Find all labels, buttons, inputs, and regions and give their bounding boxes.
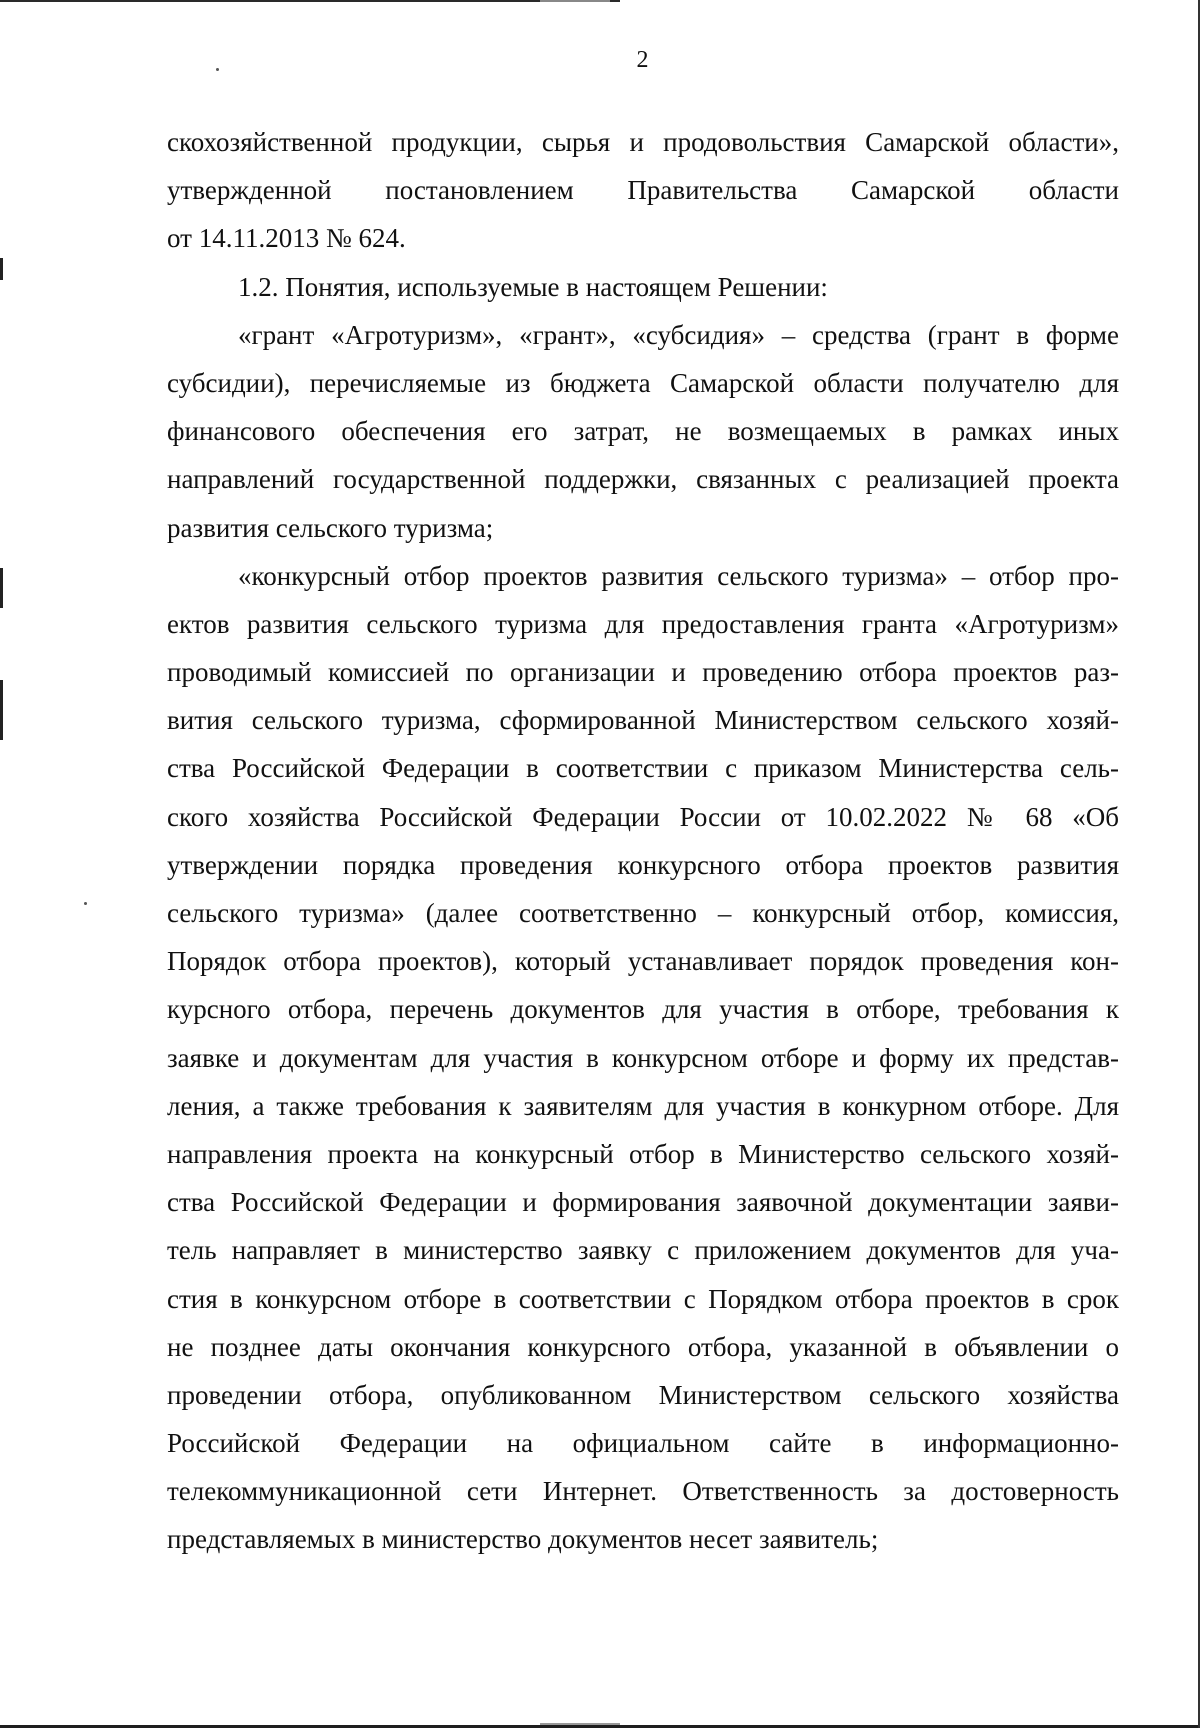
scan-edge-left-mark: [0, 568, 3, 608]
text-line: направления проекта на конкурсный отбор в Министерство сельского хозяй-: [167, 1138, 1119, 1169]
text-line: Российской Федерации на официальном сайте в информационно-: [167, 1428, 1119, 1459]
text-line: не позднее даты окончания конкурсного отбора, указанной в объявлении о: [167, 1331, 1119, 1362]
text-line: курсного отбора, перечень документов для участия в отборе, требования к: [167, 994, 1119, 1025]
document-body: [167, 118, 1119, 1564]
text-line: 1.2. Понятия, используемые в настоящем Решении:: [238, 271, 828, 302]
paragraph: [167, 118, 1119, 263]
text-line: направлений государственной поддержки, связанных с реализацией проекта: [167, 464, 1119, 495]
paragraph: [167, 552, 1119, 1564]
scan-edge-top-tail: [540, 0, 610, 2]
text-line: телекоммуникационной сети Интернет. Ответственность за достоверность: [167, 1476, 1119, 1507]
text-line: ского хозяйства Российской Федерации России от 10.02.2022 № 68 «Об: [167, 801, 1119, 832]
text-line: ления, а также требования к заявителям для участия в конкурном отборе. Для: [167, 1090, 1119, 1121]
text-line: ектов развития сельского туризма для предоставления гранта «Агротуризм»: [167, 608, 1119, 639]
paragraph: [167, 311, 1119, 552]
text-line: субсидии), перечисляемые из бюджета Самарской области получателю для: [167, 367, 1119, 398]
scan-edge-top: [0, 0, 620, 2]
text-line: «конкурсный отбор проектов развития сельского туризма» – отбор про-: [238, 560, 1119, 591]
text-line: представляемых в министерство документов несет заявитель;: [167, 1524, 879, 1555]
paragraph: [167, 263, 1119, 311]
text-line: финансового обеспечения его затрат, не возмещаемых в рамках иных: [167, 416, 1119, 447]
text-line: проведении отбора, опубликованном Министерством сельского хозяйства: [167, 1379, 1119, 1410]
scan-speck: [84, 902, 87, 905]
text-line: стия в конкурсном отборе в соответствии с Порядком отбора проектов в срок: [167, 1283, 1119, 1314]
text-line: от 14.11.2013 № 624.: [167, 223, 406, 254]
text-line: сельского туризма» (далее соответственно – конкурсный отбор, комиссия,: [167, 898, 1119, 928]
text-line: скохозяйственной продукции, сырья и продовольствия Самарской области»,: [167, 127, 1119, 157]
text-line: «грант «Агротуризм», «грант», «субсидия» – средства (грант в форме: [238, 319, 1119, 350]
text-line: проводимый комиссией по организации и проведению отбора проектов раз-: [167, 657, 1119, 688]
text-line: заявке и документам для участия в конкурсном отборе и форму их представ-: [167, 1042, 1119, 1073]
text-line: Порядок отбора проектов), который устанавливает порядок проведения кон-: [167, 946, 1119, 977]
text-line: ства Российской Федерации в соответствии с приказом Министерства сель-: [167, 753, 1119, 784]
text-line: развития сельского туризма;: [167, 512, 494, 543]
text-line: ства Российской Федерации и формирования заявочной документации заяви-: [167, 1187, 1119, 1218]
text-line: утверждении порядка проведения конкурсного отбора проектов развития: [167, 849, 1119, 880]
scan-edge-left-mark: [0, 680, 3, 740]
page-number: 2: [636, 47, 649, 73]
text-line: утвержденной постановлением Правительства Самарской области: [167, 175, 1119, 206]
scan-edge-left-mark: [0, 258, 3, 280]
text-line: тель направляет в министерство заявку с приложением документов для уча-: [167, 1235, 1119, 1266]
scan-edge-bottom-light: [540, 1723, 620, 1725]
text-line: вития сельского туризма, сформированной Министерством сельского хозяй-: [167, 705, 1119, 736]
